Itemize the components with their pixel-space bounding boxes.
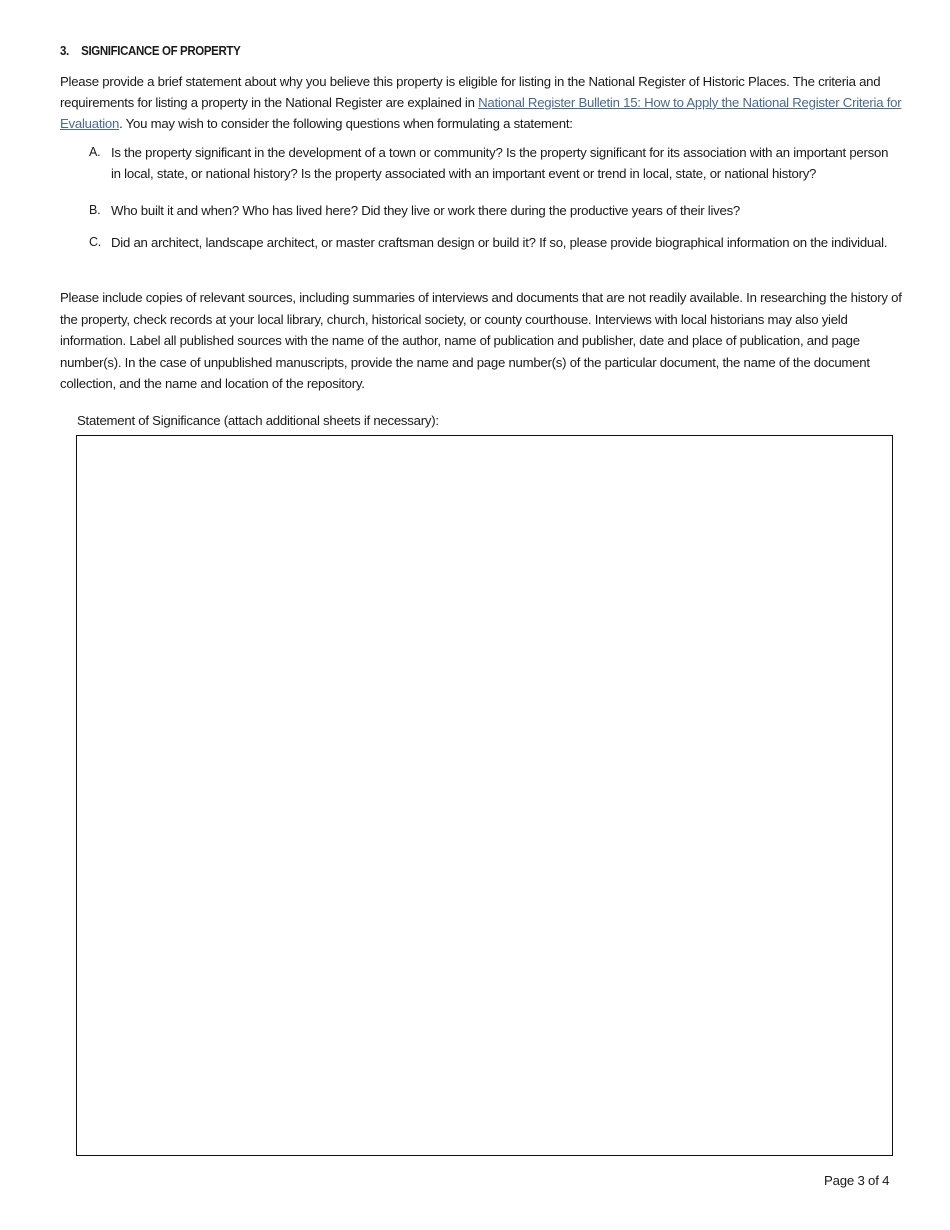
list-item [89, 200, 889, 221]
list-marker: A. [89, 145, 101, 159]
statement-field-label: Statement of Significance (attach additional sheets if necessary): [77, 413, 439, 428]
intro-text-after-link: . You may wish to consider the following questions when formulating a statement: [119, 115, 573, 131]
list-item [89, 232, 889, 253]
intro-text-before-link: Please provide a brief statement about why you believe this property is eligible for listing in the National Register of Historic Places. The criteria and requirements for listing a property in the National Register are explained in [60, 74, 881, 110]
question-text: Is the property significant in the development of a town or community? Is the property significant for its association with an important person in local, state, or national history? Is the property associated with an important event or trend in local, state, or national history? [111, 145, 889, 181]
question-text: Who built it and when? Who has lived here? Did they live or work there during the productive years of their lives? [111, 203, 741, 218]
list-marker: B. [89, 203, 101, 217]
list-item [89, 142, 889, 184]
section-heading [60, 44, 240, 58]
list-marker: C. [89, 235, 101, 249]
question-text: Did an architect, landscape architect, or master craftsman design or build it? If so, please provide biographical information on the individual. [111, 235, 888, 250]
page-number: Page 3 of 4 [824, 1173, 890, 1188]
section-number: 3. [60, 44, 69, 58]
bulletin-15-link[interactable]: National Register Bulletin 15: How to Apply the National Register Criteria for Evaluation [60, 94, 902, 131]
intro-paragraph [60, 72, 905, 134]
section-title: SIGNIFICANCE OF PROPERTY [81, 44, 241, 58]
sources-paragraph: Please include copies of relevant sources, including summaries of interviews and documents that are not readily available. In researching the history of the property, check records at your local library, church, historical society, or county courthouse. Interviews with local historians may also yield information. Label all published sources with the name of the author, name of publication and publisher, date and place of publication, and page number(s). In the case of unpublished manuscripts, provide the name and page number(s) of the particular document, the name of the document collection, and the name and location of the repository. [60, 290, 902, 391]
statement-of-significance-field[interactable] [76, 435, 893, 1156]
